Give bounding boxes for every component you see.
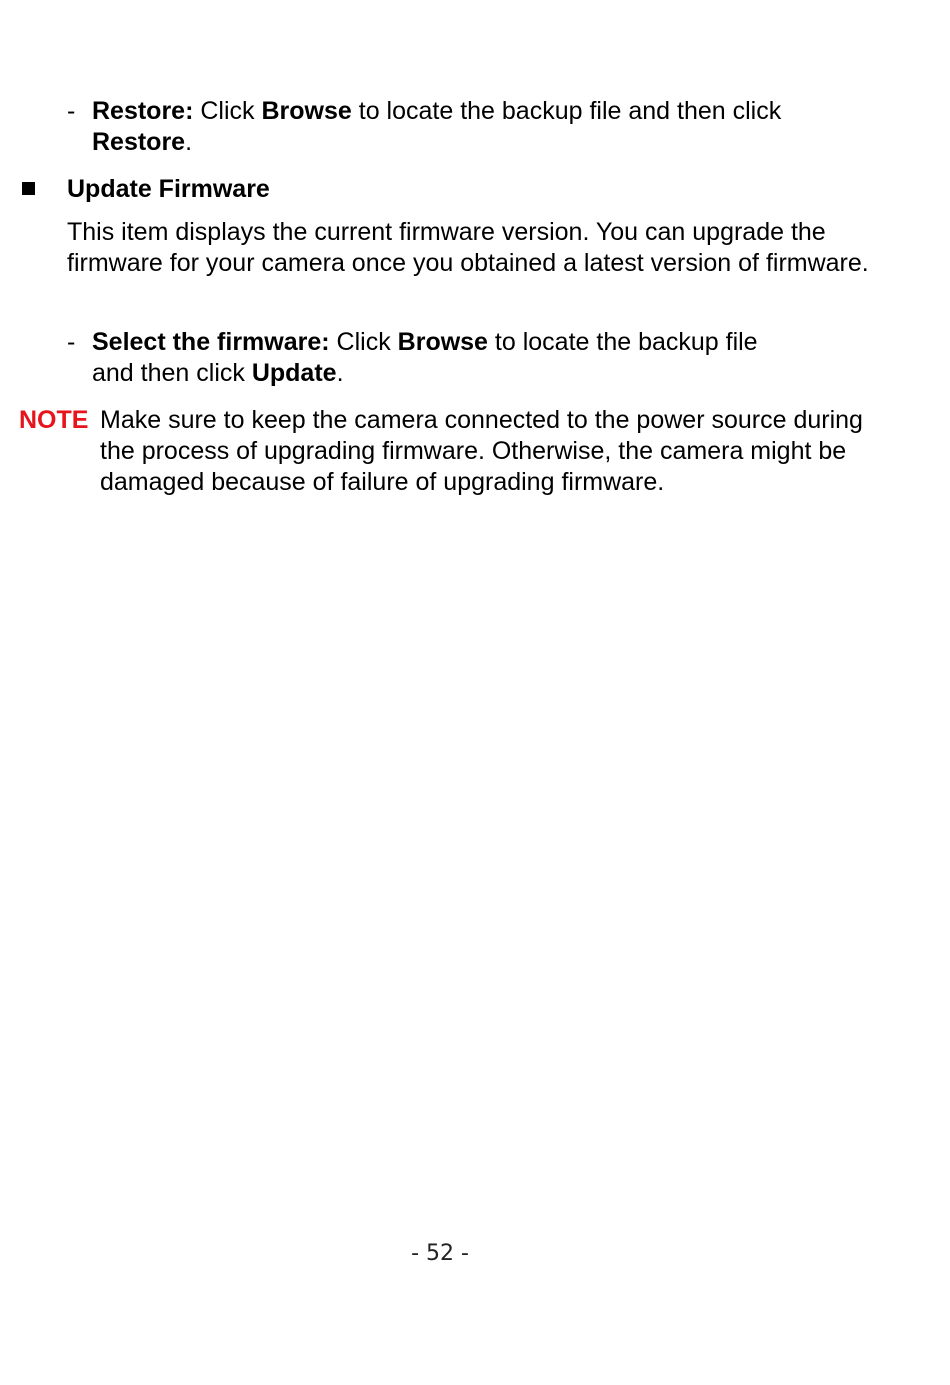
select-firmware-text-3: and then click (92, 359, 252, 387)
restore-browse: Browse (261, 97, 352, 125)
restore-dash: - (67, 97, 76, 125)
update-firmware-heading: Update Firmware (67, 175, 270, 203)
select-firmware-end: . (336, 359, 344, 387)
select-firmware-label: Select the firmware: (92, 328, 330, 356)
select-firmware-item (0, 327, 950, 397)
restore-text-1: Click (193, 97, 262, 125)
restore-instruction (92, 96, 892, 158)
restore-action: Restore (92, 128, 186, 156)
select-firmware-dash: - (67, 328, 76, 356)
select-firmware-browse: Browse (397, 328, 488, 356)
select-firmware-text-1: Click (329, 328, 398, 356)
square-bullet-icon (22, 182, 35, 195)
note-text: Make sure to keep the camera connected to the power source during the process of upgrading firmware. Otherwise, the camera might be damaged because of failure of upgrading firmware. (100, 406, 863, 496)
restore-end: . (185, 128, 193, 156)
restore-text-2: to locate the backup file and then click (351, 97, 782, 125)
restore-item (0, 96, 950, 166)
note-label: NOTE (19, 406, 89, 434)
update-firmware-description: This item displays the current firmware version. You can upgrade the firmware for your camera once you obtained a latest version of firmware. (67, 218, 869, 277)
page-number: - 52 - (411, 1241, 469, 1266)
select-firmware-action: Update (251, 359, 337, 387)
select-firmware-instruction (92, 327, 892, 389)
restore-label: Restore: (92, 97, 194, 125)
select-firmware-text-2: to locate the backup file (487, 328, 758, 356)
